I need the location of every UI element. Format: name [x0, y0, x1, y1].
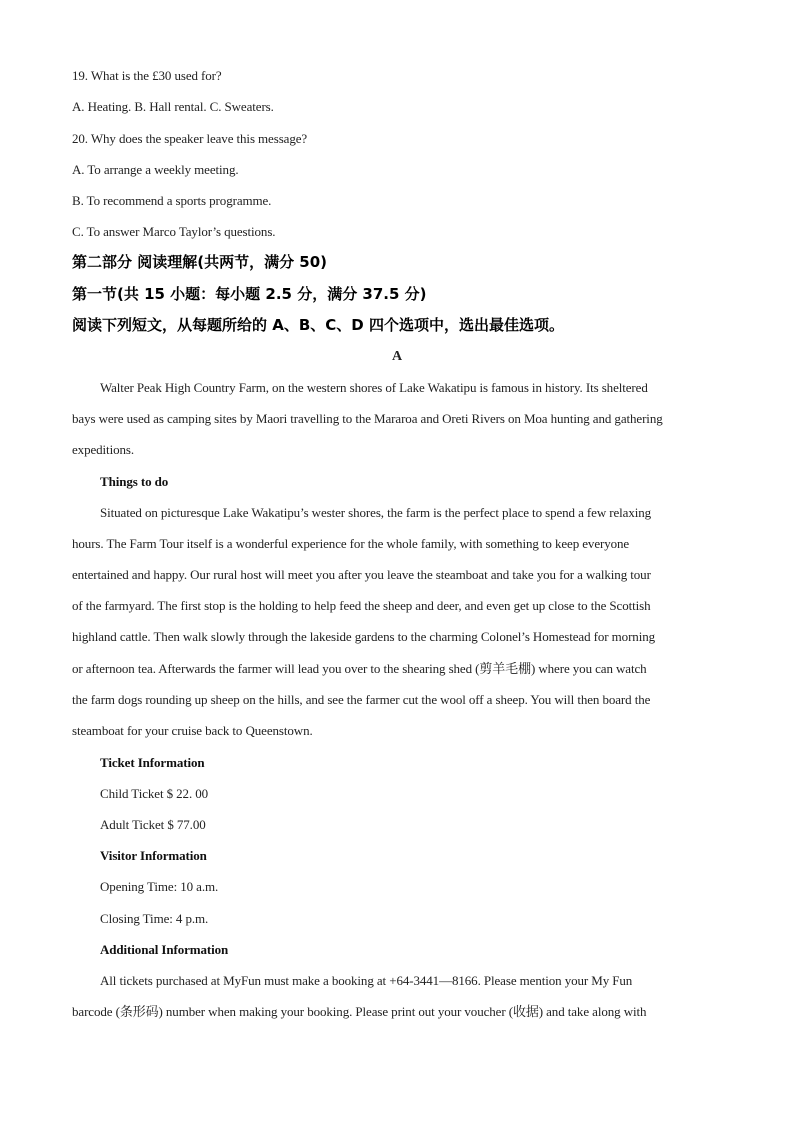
things-line: or afternoon tea. Afterwards the farmer will lead you over to the shearing shed (剪羊毛棚) where you can watch — [72, 661, 647, 676]
instructions: 阅读下列短文，从每题所给的 A、B、C、D 四个选项中，选出最佳选项。 — [72, 316, 564, 334]
question-20-stem: 20. Why does the speaker leave this message? — [72, 131, 308, 146]
visitor-info-heading: Visitor Information — [100, 848, 207, 863]
things-line: the farm dogs rounding up sheep on the hills, and see the farmer cut the wool off a sheep. You will then board the — [72, 692, 651, 707]
intro-line: expeditions. — [72, 442, 134, 457]
question-20-option-c: C. To answer Marco Taylor’s questions. — [72, 224, 276, 239]
question-20-option-a: A. To arrange a weekly meeting. — [72, 162, 239, 177]
section-title: 第一节(共 15 小题：每小题 2.5 分，满分 37.5 分) — [72, 285, 427, 303]
passage-label: A — [391, 349, 402, 364]
ticket-info-heading: Ticket Information — [100, 755, 205, 770]
things-line: highland cattle. Then walk slowly through the lakeside gardens to the charming Colonel’s Homestead for morning — [72, 629, 656, 644]
closing-time: Closing Time: 4 p.m. — [100, 911, 209, 926]
part-title: 第二部分 阅读理解(共两节，满分 50) — [72, 253, 328, 271]
things-line: hours. The Farm Tour itself is a wonderful experience for the whole family, with something to keep everyone — [72, 536, 630, 551]
intro-line: bays were used as camping sites by Maori travelling to the Mararoa and Oreti Rivers on Moa hunting and gathering — [72, 411, 663, 426]
intro-line: Walter Peak High Country Farm, on the western shores of Lake Wakatipu is famous in history. Its sheltered — [100, 380, 648, 395]
adult-ticket: Adult Ticket $ 77.00 — [100, 817, 206, 832]
additional-line: barcode (条形码) number when making your booking. Please print out your voucher (收据) and take along with — [72, 1004, 647, 1019]
additional-info-heading: Additional Information — [100, 942, 229, 957]
things-to-do-heading: Things to do — [100, 474, 169, 489]
things-line: entertained and happy. Our rural host will meet you after you leave the steamboat and take you for a walking tour — [72, 567, 651, 582]
things-line: Situated on picturesque Lake Wakatipu’s wester shores, the farm is the perfect place to spend a few relaxing — [100, 505, 652, 520]
things-line: of the farmyard. The first stop is the holding to help feed the sheep and deer, and even get up close to the Scottish — [72, 598, 651, 613]
question-19-stem: 19. What is the £30 used for? — [72, 68, 222, 83]
question-20-option-b: B. To recommend a sports programme. — [72, 193, 272, 208]
opening-time: Opening Time: 10 a.m. — [100, 879, 219, 894]
question-19-options: A. Heating. B. Hall rental. C. Sweaters. — [72, 99, 274, 114]
child-ticket: Child Ticket $ 22. 00 — [100, 786, 209, 801]
things-line: steamboat for your cruise back to Queenstown. — [72, 723, 313, 738]
additional-line: All tickets purchased at MyFun must make a booking at +64-3441—8166. Please mention your My Fun — [100, 973, 633, 988]
